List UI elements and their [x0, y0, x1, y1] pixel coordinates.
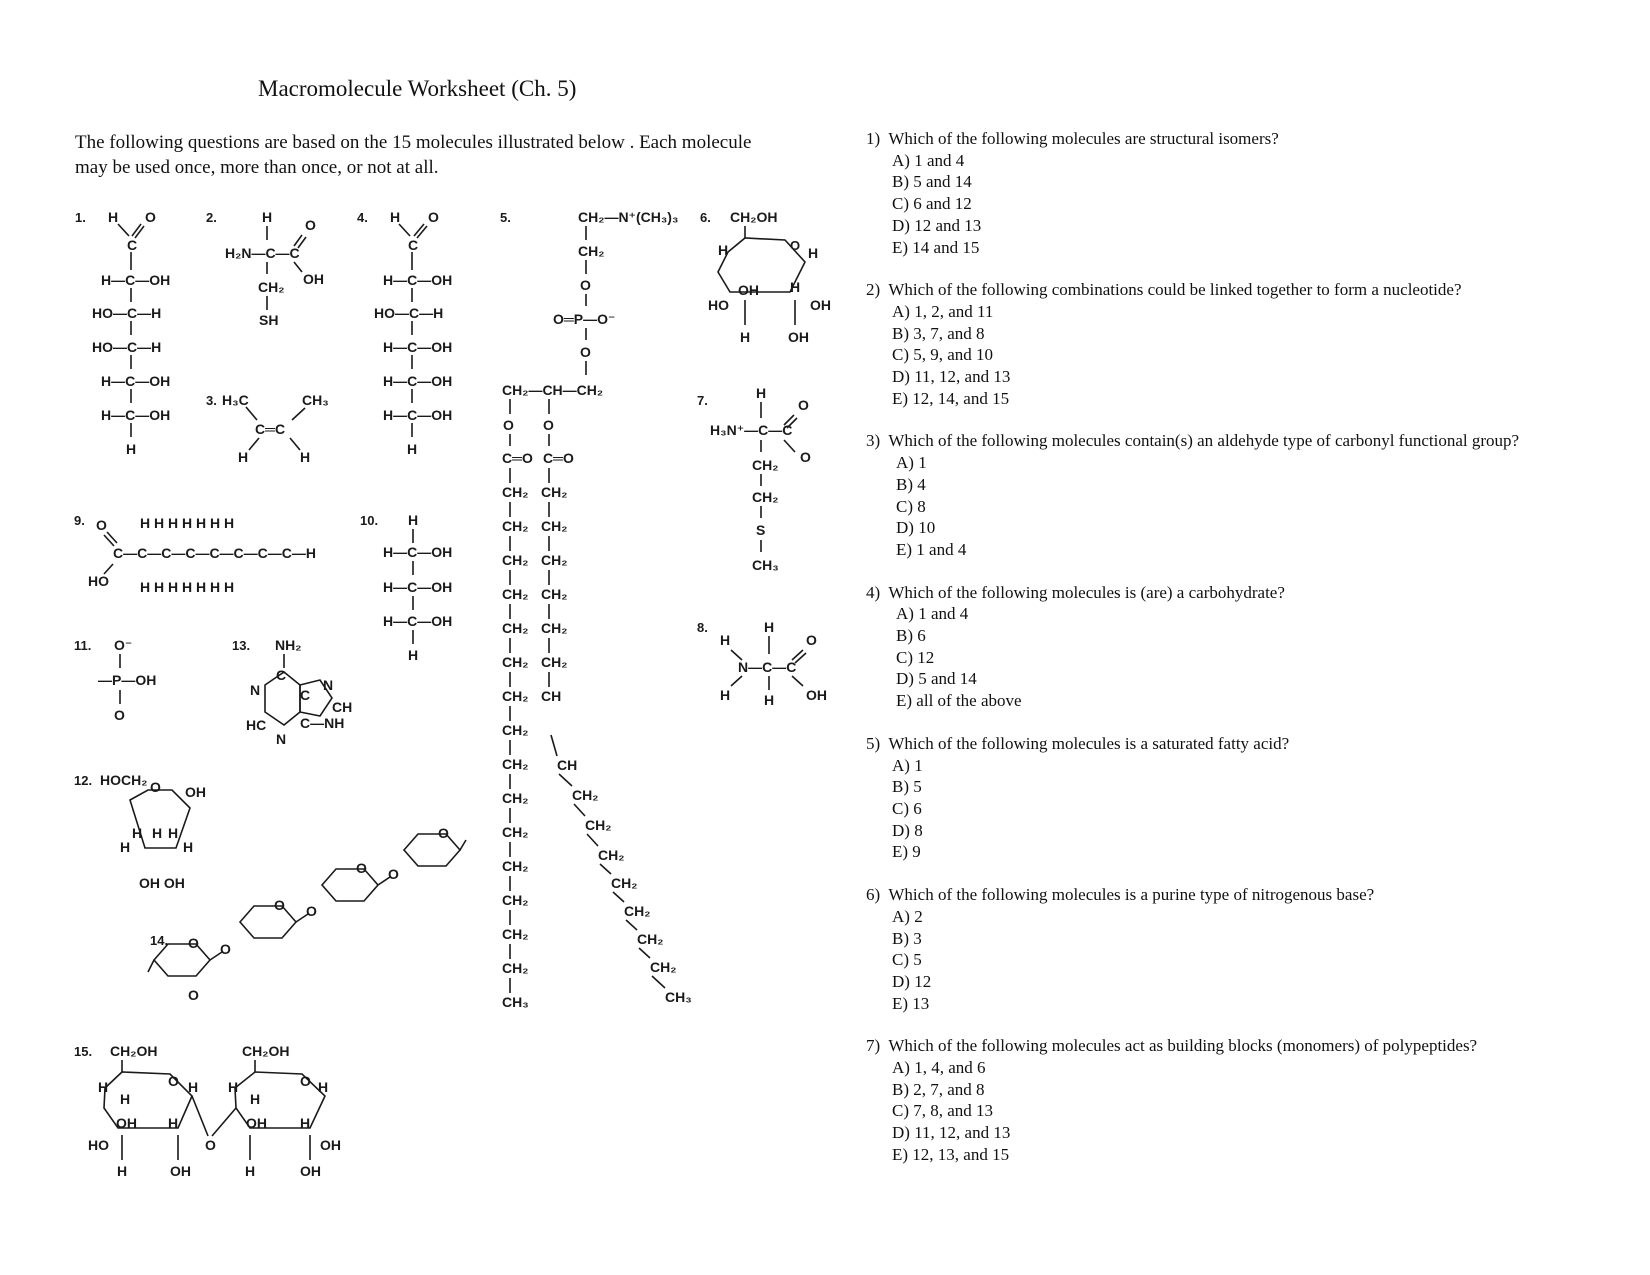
svg-text:O: O [428, 209, 439, 225]
svg-text:H: H [250, 1091, 261, 1107]
svg-text:H—C—OH: H—C—OH [101, 407, 171, 423]
svg-text:H: H [120, 839, 131, 855]
svg-text:O: O [188, 935, 199, 951]
svg-text:CH₂: CH₂ [502, 484, 529, 500]
svg-text:CH₂: CH₂ [611, 875, 638, 891]
molecule-5 [500, 209, 692, 1010]
molecule-10 [360, 512, 452, 663]
svg-text:H—C—OH: H—C—OH [383, 613, 453, 629]
molecule-7-number: 7. [697, 393, 708, 408]
answer-option: A) 1 [896, 453, 927, 473]
answer-option: C) 8 [896, 496, 926, 516]
intro-paragraph: The following questions are based on the 15 molecules illustrated below . Each molecule may be used once, more than once, or not at all. [75, 132, 752, 178]
svg-text:O: O [300, 1073, 311, 1089]
svg-text:CH₂OH: CH₂OH [730, 209, 778, 225]
answer-option: D) 12 [892, 971, 932, 991]
svg-text:H: H [168, 1115, 179, 1131]
svg-text:CH₂: CH₂ [502, 926, 529, 942]
svg-text:O: O [205, 1137, 216, 1153]
molecule-9-number: 9. [74, 513, 85, 528]
svg-text:H: H [262, 209, 273, 225]
svg-text:O: O [274, 897, 285, 913]
svg-text:CH₂: CH₂ [585, 817, 612, 833]
svg-text:CH₂: CH₂ [578, 243, 605, 259]
answer-option: A) 1, 4, and 6 [892, 1058, 986, 1078]
svg-text:O: O [388, 866, 399, 882]
question-stem [866, 582, 1626, 604]
molecule-2 [206, 209, 324, 328]
svg-text:OH: OH [246, 1115, 267, 1131]
svg-text:CH₂: CH₂ [502, 688, 529, 704]
question-list [866, 128, 1626, 1187]
answer-option: C) 5 [892, 950, 922, 970]
svg-text:O: O [305, 217, 316, 233]
svg-text:HO—C—H: HO—C—H [92, 305, 162, 321]
svg-text:O: O [188, 987, 199, 1003]
svg-text:CH₂: CH₂ [502, 518, 529, 534]
svg-text:CH₂: CH₂ [502, 756, 529, 772]
answer-option: E) 14 and 15 [892, 237, 980, 257]
svg-text:H: H [238, 449, 249, 465]
question-7 [866, 1035, 1626, 1165]
svg-text:CH₂: CH₂ [502, 824, 529, 840]
answer-option: D) 8 [892, 820, 923, 840]
question-number: 7) [866, 1036, 881, 1056]
answer-option: A) 1 and 4 [892, 150, 965, 170]
molecule-6 [700, 209, 831, 345]
svg-text:H: H [183, 839, 194, 855]
svg-text:N—C—C: N—C—C [738, 659, 797, 675]
question-text: Which of the following combinations could be linked together to form a nucleotide? [888, 280, 1462, 300]
svg-text:O: O [580, 344, 591, 360]
svg-text:H H H H H H: H H H H H H H [140, 579, 235, 595]
question-2 [866, 279, 1626, 409]
answer-option: C) 5, 9, and 10 [892, 345, 994, 365]
svg-text:H—C—OH: H—C—OH [101, 272, 171, 288]
svg-text:H: H [108, 209, 119, 225]
svg-text:H₃C: H₃C [222, 392, 249, 408]
answer-option: E) 12, 14, and 15 [892, 388, 1010, 408]
svg-text:H: H [764, 692, 775, 708]
question-number: 2) [866, 280, 881, 300]
svg-text:H: H [808, 245, 819, 261]
question-stem [866, 1035, 1626, 1057]
molecule-2-number: 2. [206, 210, 217, 225]
answer-option: D) 12 and 13 [892, 215, 982, 235]
svg-text:CH₂: CH₂ [502, 654, 529, 670]
svg-text:H: H [98, 1079, 109, 1095]
svg-text:H: H [168, 825, 179, 841]
svg-text:S: S [756, 522, 766, 538]
molecule-14 [148, 825, 466, 1003]
svg-text:H: H [300, 449, 311, 465]
molecule-4-number: 4. [357, 210, 368, 225]
svg-text:N: N [323, 677, 334, 693]
svg-text:H: H [720, 687, 731, 703]
answer-option: E) 12, 13, and 15 [892, 1144, 1010, 1164]
svg-text:CH₂: CH₂ [541, 620, 568, 636]
answer-option: E) 13 [892, 993, 930, 1013]
svg-text:CH₂: CH₂ [502, 790, 529, 806]
molecule-7 [697, 385, 811, 573]
answer-option: C) 7, 8, and 13 [892, 1101, 994, 1121]
question-stem [866, 430, 1626, 452]
svg-text:CH₂: CH₂ [541, 654, 568, 670]
svg-text:C: C [127, 237, 138, 253]
molecule-12 [74, 772, 206, 891]
molecule-6-number: 6. [700, 210, 711, 225]
svg-text:CH: CH [332, 699, 353, 715]
question-4 [866, 582, 1626, 712]
question-number: 1) [866, 129, 881, 148]
answer-option: E) 1 and 4 [896, 539, 967, 559]
svg-text:—P—OH: —P—OH [98, 672, 157, 688]
svg-text:CH₂: CH₂ [572, 787, 599, 803]
molecule-11 [74, 637, 156, 723]
answer-option: C) 12 [896, 647, 935, 667]
svg-text:CH₃: CH₃ [502, 994, 529, 1010]
svg-text:HO: HO [708, 297, 729, 313]
svg-text:O: O [806, 632, 817, 648]
svg-text:H—C—OH: H—C—OH [101, 373, 171, 389]
answer-option: A) 1 and 4 [896, 604, 969, 624]
answer-option: B) 5 and 14 [892, 172, 972, 192]
answer-option: A) 1 [892, 755, 923, 775]
molecule-1 [75, 209, 170, 457]
svg-text:CH₂: CH₂ [752, 489, 779, 505]
answer-option: C) 6 [892, 798, 922, 818]
svg-text:H: H [188, 1079, 199, 1095]
svg-text:O: O [145, 209, 156, 225]
svg-text:C: C [408, 237, 419, 253]
svg-text:H: H [764, 619, 775, 635]
svg-text:O: O [356, 860, 367, 876]
molecule-15-number: 15. [74, 1044, 93, 1059]
svg-text:CH₂OH: CH₂OH [110, 1043, 158, 1059]
question-1 [866, 128, 1626, 258]
molecule-5-number: 5. [500, 210, 511, 225]
svg-text:O⁻: O⁻ [114, 637, 133, 653]
svg-text:H H H H H H: H H H H H H H [140, 515, 235, 531]
svg-text:CH₂—CH—CH₂: CH₂—CH—CH₂ [502, 382, 604, 398]
svg-text:H: H [407, 441, 418, 457]
svg-text:C—NH: C—NH [300, 715, 345, 731]
svg-text:CH₃: CH₃ [302, 392, 329, 408]
svg-text:CH₂: CH₂ [258, 279, 285, 295]
svg-text:H: H [318, 1079, 329, 1095]
svg-text:CH₂: CH₂ [541, 552, 568, 568]
svg-text:CH₂OH: CH₂OH [242, 1043, 290, 1059]
svg-text:HO: HO [88, 573, 109, 589]
svg-text:OH: OH [320, 1137, 341, 1153]
answer-option: B) 6 [896, 626, 926, 646]
question-stem [866, 128, 1626, 150]
svg-text:H: H [408, 512, 419, 528]
svg-text:CH₂: CH₂ [752, 457, 779, 473]
svg-text:OH: OH [170, 1163, 191, 1179]
svg-text:N: N [276, 731, 287, 747]
molecule-1-number: 1. [75, 210, 86, 225]
question-text: Which of the following molecules is a purine type of nitrogenous base? [888, 885, 1375, 905]
molecule-15 [74, 1043, 341, 1179]
question-number: 5) [866, 733, 881, 753]
svg-text:H₃N⁺—C—C: H₃N⁺—C—C [710, 422, 793, 438]
answer-option: A) 2 [892, 906, 923, 926]
svg-text:O: O [438, 825, 449, 841]
svg-text:C═C: C═C [255, 421, 286, 437]
question-text: Which of the following molecules act as building blocks (monomers) of polypeptides? [888, 1036, 1478, 1056]
svg-text:CH₂: CH₂ [650, 959, 677, 975]
svg-text:H—C—OH: H—C—OH [383, 272, 453, 288]
svg-text:CH₂: CH₂ [624, 903, 651, 919]
molecule-11-number: 11. [74, 638, 92, 653]
svg-text:HO—C—H: HO—C—H [374, 305, 444, 321]
svg-text:CH₂: CH₂ [502, 960, 529, 976]
svg-text:H: H [720, 632, 731, 648]
question-stem [866, 279, 1626, 301]
question-text: Which of the following molecules is a saturated fatty acid? [888, 733, 1290, 753]
svg-text:O: O [543, 417, 554, 433]
molecule-14-number: 14. [150, 933, 169, 948]
answer-option: D) 10 [896, 518, 936, 538]
question-number: 4) [866, 582, 881, 602]
svg-text:OH: OH [788, 329, 809, 345]
molecule-9 [74, 513, 316, 595]
answer-option: D) 11, 12, and 13 [892, 1123, 1011, 1143]
svg-text:H₂N—C—C: H₂N—C—C [225, 245, 300, 261]
molecule-12-number: 12. [74, 773, 93, 788]
svg-text:CH: CH [557, 757, 578, 773]
svg-text:H: H [117, 1163, 128, 1179]
svg-text:OH: OH [300, 1163, 321, 1179]
svg-text:OH: OH [303, 271, 324, 287]
question-number: 3) [866, 431, 881, 451]
svg-text:C: C [276, 667, 287, 683]
svg-text:H: H [132, 825, 143, 841]
svg-text:O═P—O⁻: O═P—O⁻ [553, 311, 616, 327]
svg-text:O: O [800, 449, 811, 465]
svg-text:H—C—OH: H—C—OH [383, 339, 453, 355]
svg-text:O: O [168, 1073, 179, 1089]
svg-text:C: C [300, 687, 311, 703]
answer-option: D) 5 and 14 [896, 669, 977, 689]
svg-text:H: H [120, 1091, 131, 1107]
svg-text:OH: OH [738, 282, 759, 298]
svg-text:SH: SH [259, 312, 279, 328]
question-stem [866, 884, 1626, 906]
svg-text:O: O [798, 397, 809, 413]
answer-option: B) 2, 7, and 8 [892, 1079, 985, 1099]
svg-text:HO: HO [88, 1137, 109, 1153]
svg-text:OH: OH [116, 1115, 137, 1131]
svg-text:CH₂: CH₂ [637, 931, 664, 947]
answer-option: B) 3 [892, 928, 922, 948]
answer-option: E) 9 [892, 842, 921, 862]
svg-text:H: H [790, 279, 801, 295]
svg-text:O: O [790, 238, 801, 253]
molecule-8 [697, 619, 827, 708]
answer-option: A) 1, 2, and 11 [892, 301, 994, 321]
question-3 [866, 430, 1626, 560]
answer-option: B) 5 [892, 777, 922, 797]
svg-text:H: H [300, 1115, 311, 1131]
svg-text:H—C—OH: H—C—OH [383, 373, 453, 389]
svg-text:OH: OH [806, 687, 827, 703]
svg-text:NH₂: NH₂ [275, 637, 302, 653]
svg-text:N: N [250, 682, 261, 698]
svg-text:CH₂: CH₂ [502, 586, 529, 602]
worksheet-title: Macromolecule Worksheet (Ch. 5) [258, 76, 577, 101]
svg-text:CH₂: CH₂ [598, 847, 625, 863]
molecule-10-number: 10. [360, 513, 379, 528]
question-text: Which of the following molecules are structural isomers? [888, 129, 1279, 148]
svg-text:H—C—OH: H—C—OH [383, 407, 453, 423]
svg-text:O: O [503, 417, 514, 433]
answer-option: B) 4 [896, 474, 926, 494]
svg-text:HO—C—H: HO—C—H [92, 339, 162, 355]
svg-text:H: H [228, 1079, 239, 1095]
answer-option: C) 6 and 12 [892, 194, 972, 214]
svg-text:H: H [408, 647, 419, 663]
svg-text:CH₂: CH₂ [502, 552, 529, 568]
svg-text:OH OH: OH OH [139, 875, 185, 891]
svg-text:H: H [756, 385, 767, 401]
svg-text:HOCH₂: HOCH₂ [100, 772, 148, 788]
svg-text:CH₂: CH₂ [541, 484, 568, 500]
molecule-13 [232, 637, 352, 747]
svg-text:O: O [96, 517, 107, 533]
molecule-3-number: 3. [206, 393, 217, 408]
question-5 [866, 733, 1626, 863]
svg-text:H: H [390, 209, 401, 225]
svg-text:H—C—OH: H—C—OH [383, 579, 453, 595]
svg-text:O: O [306, 903, 317, 919]
svg-text:H: H [245, 1163, 256, 1179]
question-text: Which of the following molecules contain(s) an aldehyde type of carbonyl functional group? [888, 431, 1520, 451]
svg-text:CH₃: CH₃ [665, 989, 692, 1005]
svg-text:CH₃: CH₃ [752, 557, 779, 573]
question-stem [866, 733, 1626, 755]
svg-text:OH: OH [810, 297, 831, 313]
svg-text:HC: HC [246, 717, 267, 733]
molecule-3 [206, 392, 329, 465]
svg-text:CH₂: CH₂ [541, 518, 568, 534]
svg-text:CH₂: CH₂ [502, 858, 529, 874]
svg-text:H: H [718, 242, 729, 258]
svg-text:O: O [150, 779, 161, 795]
question-6 [866, 884, 1626, 1014]
svg-text:H: H [126, 441, 137, 457]
svg-text:CH₂: CH₂ [502, 722, 529, 738]
svg-text:H: H [740, 329, 751, 345]
molecule-13-number: 13. [232, 638, 251, 653]
answer-option: E) all of the above [896, 691, 1022, 711]
svg-text:C═O: C═O [502, 450, 533, 466]
svg-text:O: O [220, 941, 231, 957]
svg-text:O: O [114, 707, 125, 723]
question-number: 6) [866, 885, 881, 905]
svg-text:CH₂: CH₂ [502, 620, 529, 636]
svg-text:C—C—C—C—C—C—C—C—H: C—C—C—C—C—C—C—C—H [113, 545, 316, 561]
molecule-8-number: 8. [697, 620, 708, 635]
svg-text:O: O [580, 277, 591, 293]
svg-text:C═O: C═O [543, 450, 574, 466]
svg-text:OH: OH [185, 784, 206, 800]
svg-text:CH: CH [541, 688, 562, 704]
svg-text:H: H [152, 825, 163, 841]
svg-text:CH₂: CH₂ [502, 892, 529, 908]
answer-option: D) 11, 12, and 13 [892, 367, 1011, 387]
question-text: Which of the following molecules is (are) a carbohydrate? [888, 582, 1285, 602]
svg-text:CH₂—N⁺(CH₃)₃: CH₂—N⁺(CH₃)₃ [578, 209, 679, 225]
molecule-4 [357, 209, 452, 457]
svg-text:CH₂: CH₂ [541, 586, 568, 602]
answer-option: B) 3, 7, and 8 [892, 323, 985, 343]
svg-text:H—C—OH: H—C—OH [383, 544, 453, 560]
